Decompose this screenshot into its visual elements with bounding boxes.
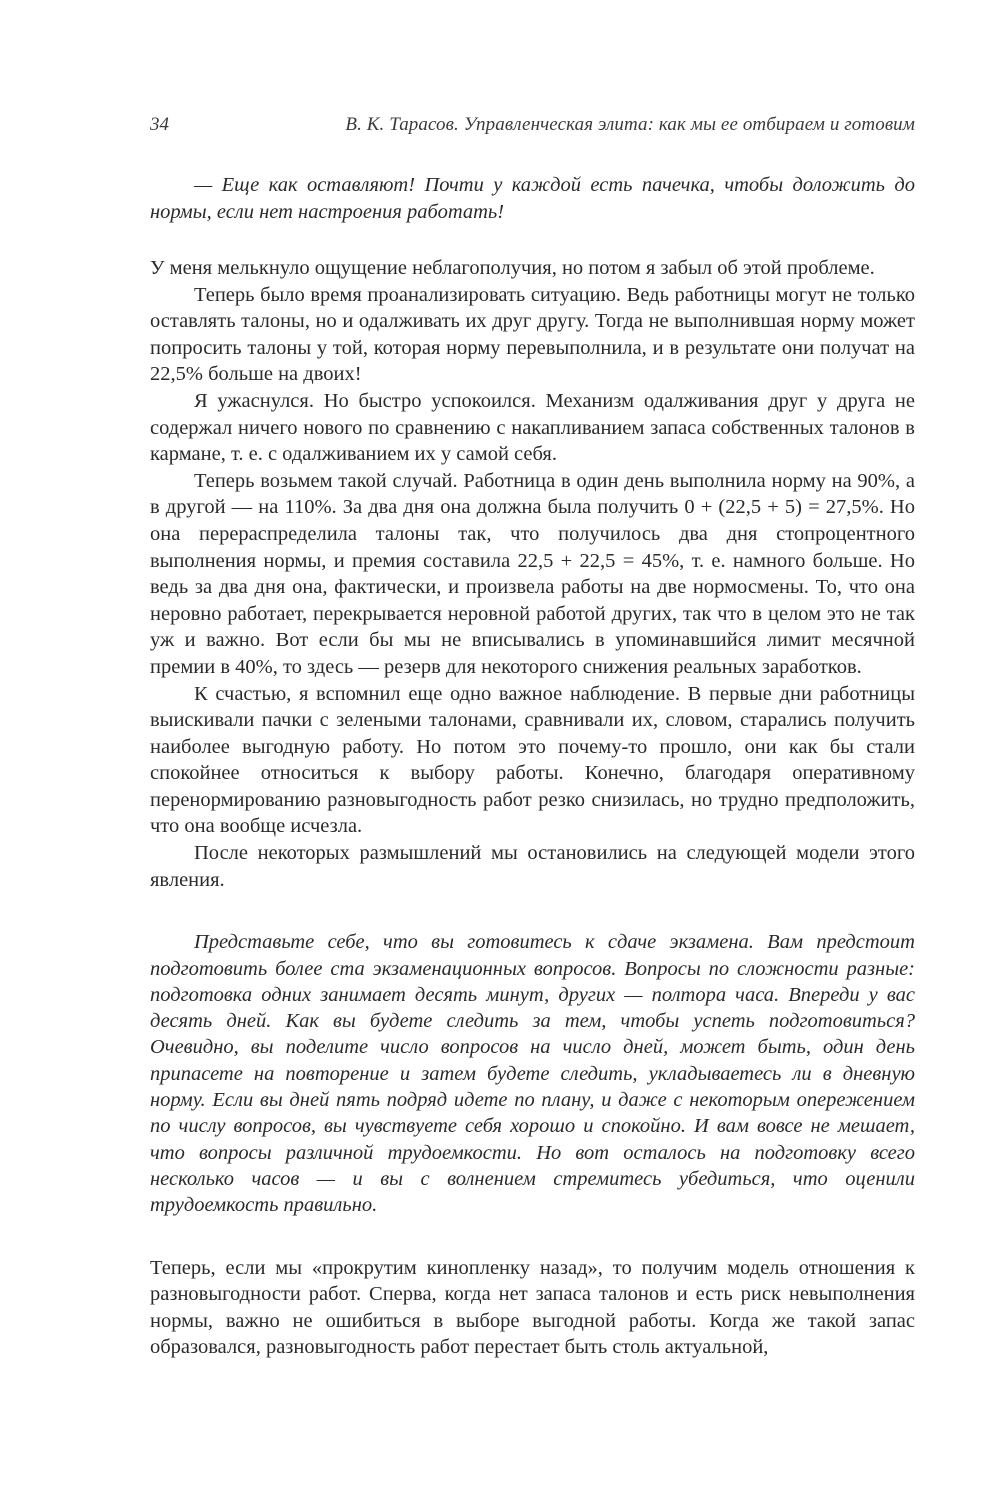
- paragraph: Теперь было время проанализировать ситуацию. Ведь работницы могут не только оставлять талоны, но и одалживать их друг другу. Тогда не выполнившая норму может попросить талоны у той, которая норму перевыполнила, и в результате они получат на 22,5% больше на двоих!: [150, 283, 915, 386]
- running-title: В. К. Тарасов. Управленческая элита: как мы ее отбираем и готовим: [345, 114, 915, 135]
- page-number: 34: [150, 114, 169, 135]
- main-text: [150, 255, 915, 893]
- paragraph: У меня мелькнуло ощущение неблагополучия, но потом я забыл об этой проблеме.: [150, 257, 875, 279]
- paragraph: После некоторых размышлений мы остановились на следующей модели этого явления.: [150, 842, 915, 891]
- paragraph: Я ужаснулся. Но быстро успокоился. Механизм одалживания друг у друга не содержал ничего нового по сравнению с накапливанием запаса собственных талонов в кармане, т. е. с одалживанием их у самой себя.: [150, 389, 915, 466]
- paragraph: К счастью, я вспомнил еще одно важное наблюдение. В первые дни работницы выискивали пачки с зелеными талонами, сравнивали их, словом, старались получить наиболее выгодную работу. Но потом это почему-то прошло, они как бы стали спокойнее относиться к выбору работы. Конечно, благодаря оперативному перенормированию разновыгодность работ резко снизилась, но трудно предположить, что она вообще исчезла.: [150, 682, 915, 838]
- book-page: [150, 112, 915, 1361]
- closing-paragraph: Теперь, если мы «прокрутим кинопленку назад», то получим модель отношения к разновыгодности работ. Сперва, когда нет запаса талонов и есть риск невыполнения нормы, важно не ошибиться в выборе выгодной работы. Когда же такой запас образовался, разновыгодность работ перестает быть столь актуальной,: [150, 1256, 915, 1359]
- paragraph: Теперь возьмем такой случай. Работница в один день выполнила норму на 90%, а в другой — на 110%. За два дня она должна была получить 0 + (22,5 + 5) = 27,5%. Но она перераспределила талоны так, что получилось два дня стопроцентного выполнения нормы, и премия составила 22,5 + 22,5 = 45%, т. е. намного больше. Но ведь за два дня она, фактически, и произвела работы на две нормосмены. То, что она неровно работает, перекрывается неровной работой других, так что в целом это не так уж и важно. Вот если бы мы не вписывались в упоминавшийся лимит месячной премии в 40%, то здесь — резерв для некоторого снижения реальных заработков.: [150, 469, 915, 678]
- running-header: [150, 112, 915, 138]
- dialog-quote: — Еще как оставляют! Почти у каждой есть пачечка, чтобы доложить до нормы, если нет настроения работать!: [150, 174, 915, 223]
- example-block: Представьте себе, что вы готовитесь к сдаче экзамена. Вам предстоит подготовить более ста экзаменационных вопросов. Вопросы по сложности разные: подготовка одних занимает десять минут, других — полтора часа. Впереди у вас десять дней. Как вы будете следить за тем, чтобы успеть подготовиться? Очевидно, вы поделите число вопросов на число дней, может быть, один день припасете на повторение и затем будете следить, укладываетесь ли в дневную норму. Если вы дней пять подряд идете по плану, и даже с некоторым опережением по числу вопросов, вы чувствуете себя хорошо и спокойно. И вам вовсе не мешает, что вопросы различной трудоемкости. Но вот осталось на подготовку всего несколько часов — и вы с волнением стремитесь убедиться, что оценили трудоемкость правильно.: [150, 931, 915, 1217]
